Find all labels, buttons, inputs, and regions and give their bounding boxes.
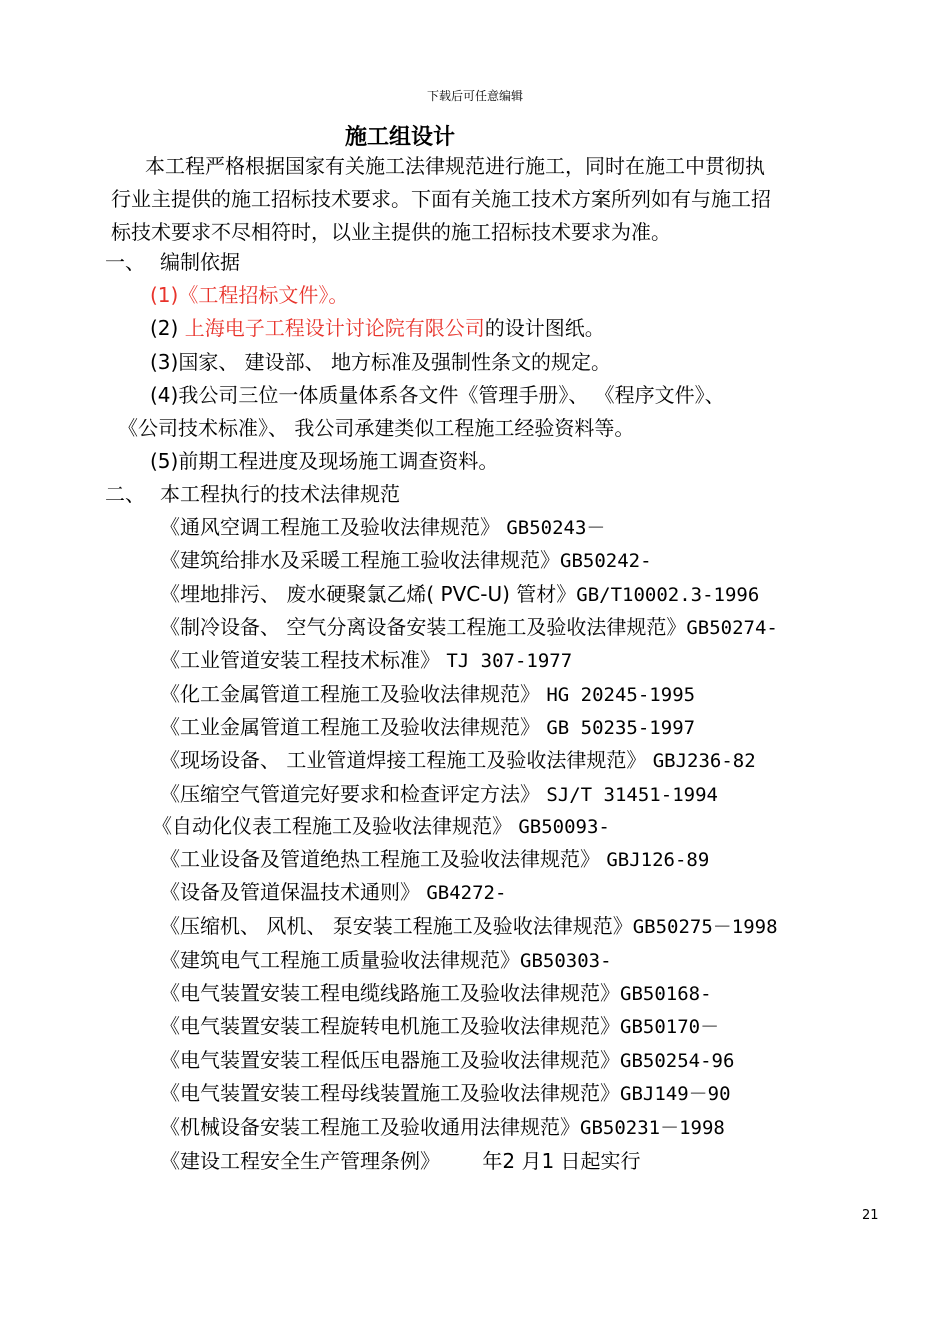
page-header: 下载后可任意编辑 [426,89,523,103]
standard-row [152,816,610,837]
basis-item-4-line-2: 《公司技术标准》、 我公司承建类似工程施工经验资料等。 [118,416,635,440]
standard-code: GB50274- [686,617,778,639]
standard-name: 《现场设备、 工业管道焊接工程施工及验收法律规范》 [160,748,647,772]
standard-code: HG 20245-1995 [546,684,696,706]
standard-row [160,1151,641,1171]
standard-row [160,1016,719,1037]
standard-code: GB 50235-1997 [546,717,696,739]
standard-code: TJ 307-1977 [446,650,573,672]
standard-name: 《制冷设备、 空气分离设备安装工程施工及验收法律规范》 [160,615,687,639]
standard-code: GB50242- [560,550,652,572]
standard-name: 《机械设备安装工程施工及验收通用法律规范》 [160,1115,580,1139]
standard-code: GBJ149－90 [620,1083,731,1105]
standard-name: 《自动化仪表工程施工及验收法律规范》 [152,814,512,838]
section-1-heading: 编制依据 [160,250,240,274]
standard-row [160,784,718,805]
basis-item-4-line-1: (4)我公司三位一体质量体系各文件《管理手册》、 《程序文件》、 [150,383,725,407]
standard-name: 《设备及管道保温技术通则》 [160,880,420,904]
standard-row [160,684,695,705]
standard-row [160,983,712,1004]
standard-code: GB50243－ [506,517,606,539]
standard-name: 《压缩空气管道完好要求和检查评定方法》 [160,782,540,806]
standard-code: GB4272- [426,882,507,904]
section-2-heading: 本工程执行的技术法律规范 [160,482,400,506]
standard-code: GB50168- [620,983,712,1005]
standard-name: 《电气装置安装工程母线装置施工及验收法律规范》 [160,1081,620,1105]
standard-name: 《建设工程安全生产管理条例》 [160,1149,440,1173]
standard-name: 《通风空调工程施工及验收法律规范》 [160,515,500,539]
standard-code: SJ/T 31451-1994 [546,784,718,806]
standard-row [160,517,605,538]
standard-name: 《建筑电气工程施工质量验收法律规范》 [160,948,520,972]
section-2-number: 二、 [105,482,145,506]
standard-name: 《工业金属管道工程施工及验收法律规范》 [160,715,540,739]
standard-row [160,550,652,571]
document-title: 施工组设计 [345,125,456,150]
standard-code: GB/T10002.3-1996 [576,584,760,606]
standard-name: 《电气装置安装工程旋转电机施工及验收法律规范》 [160,1014,620,1038]
standard-name: 《电气装置安装工程低压电器施工及验收法律规范》 [160,1048,620,1072]
basis-item-3: (3)国家、 建设部、 地方标准及强制性条文的规定。 [150,350,612,374]
standard-code: GBJ236-82 [652,750,756,772]
designer-company-name: 上海电子工程设计讨论院有限公司 [184,316,485,340]
basis-item-5: (5)前期工程进度及现场施工调查资料。 [150,449,499,473]
standard-row [160,882,506,903]
intro-line-3: 标技术要求不尽相符时，以业主提供的施工招标技术要求为准。 [111,220,671,244]
standard-code: GB50093- [518,816,610,838]
standard-row [160,717,695,738]
intro-line-1: 本工程严格根据国家有关施工法律规范进行施工，同时在施工中贯彻执 [145,154,765,178]
section-1-number: 一、 [105,250,145,274]
standard-row [160,950,612,971]
standard-name: 《压缩机、 风机、 泵安装工程施工及验收法律规范》 [160,914,633,938]
standard-row [160,617,778,638]
standard-code: GB50170－ [620,1016,720,1038]
standard-name: 《建筑给排水及采暖工程施工验收法律规范》 [160,548,560,572]
standard-row [160,849,709,870]
standard-row [160,650,572,671]
basis-item-2-prefix: (2) [150,316,179,340]
standard-row [160,1117,725,1138]
standard-name: 《埋地排污、 废水硬聚氯乙烯( PVC-U) 管材》 [160,582,577,606]
standard-row [160,1050,734,1071]
standard-code: GB50254-96 [620,1050,735,1072]
intro-line-2: 行业主提供的施工招标技术要求。下面有关施工技术方案所列如有与施工招 [111,187,771,211]
standard-row [160,916,778,937]
standard-name: 《工业设备及管道绝热工程施工及验收法律规范》 [160,847,600,871]
standard-row [160,1083,731,1104]
basis-item-2 [150,318,605,338]
page-number: 21 [862,1208,879,1223]
basis-item-1: (1)《工程招标文件》。 [150,283,349,307]
standard-code: GB50275－1998 [632,916,778,938]
standard-name: 《电气装置安装工程电缆线路施工及验收法律规范》 [160,981,620,1005]
standard-code: 年2 月1 日起实行 [482,1149,641,1173]
standard-name: 《工业管道安装工程技术标准》 [160,648,440,672]
standard-code: GB50303- [520,950,612,972]
standard-name: 《化工金属管道工程施工及验收法律规范》 [160,682,540,706]
standard-code: GBJ126-89 [606,849,710,871]
standard-row [160,584,759,605]
standard-row [160,750,756,771]
standard-code: GB50231－1998 [580,1117,725,1139]
basis-item-2-suffix: 的设计图纸。 [484,316,605,340]
